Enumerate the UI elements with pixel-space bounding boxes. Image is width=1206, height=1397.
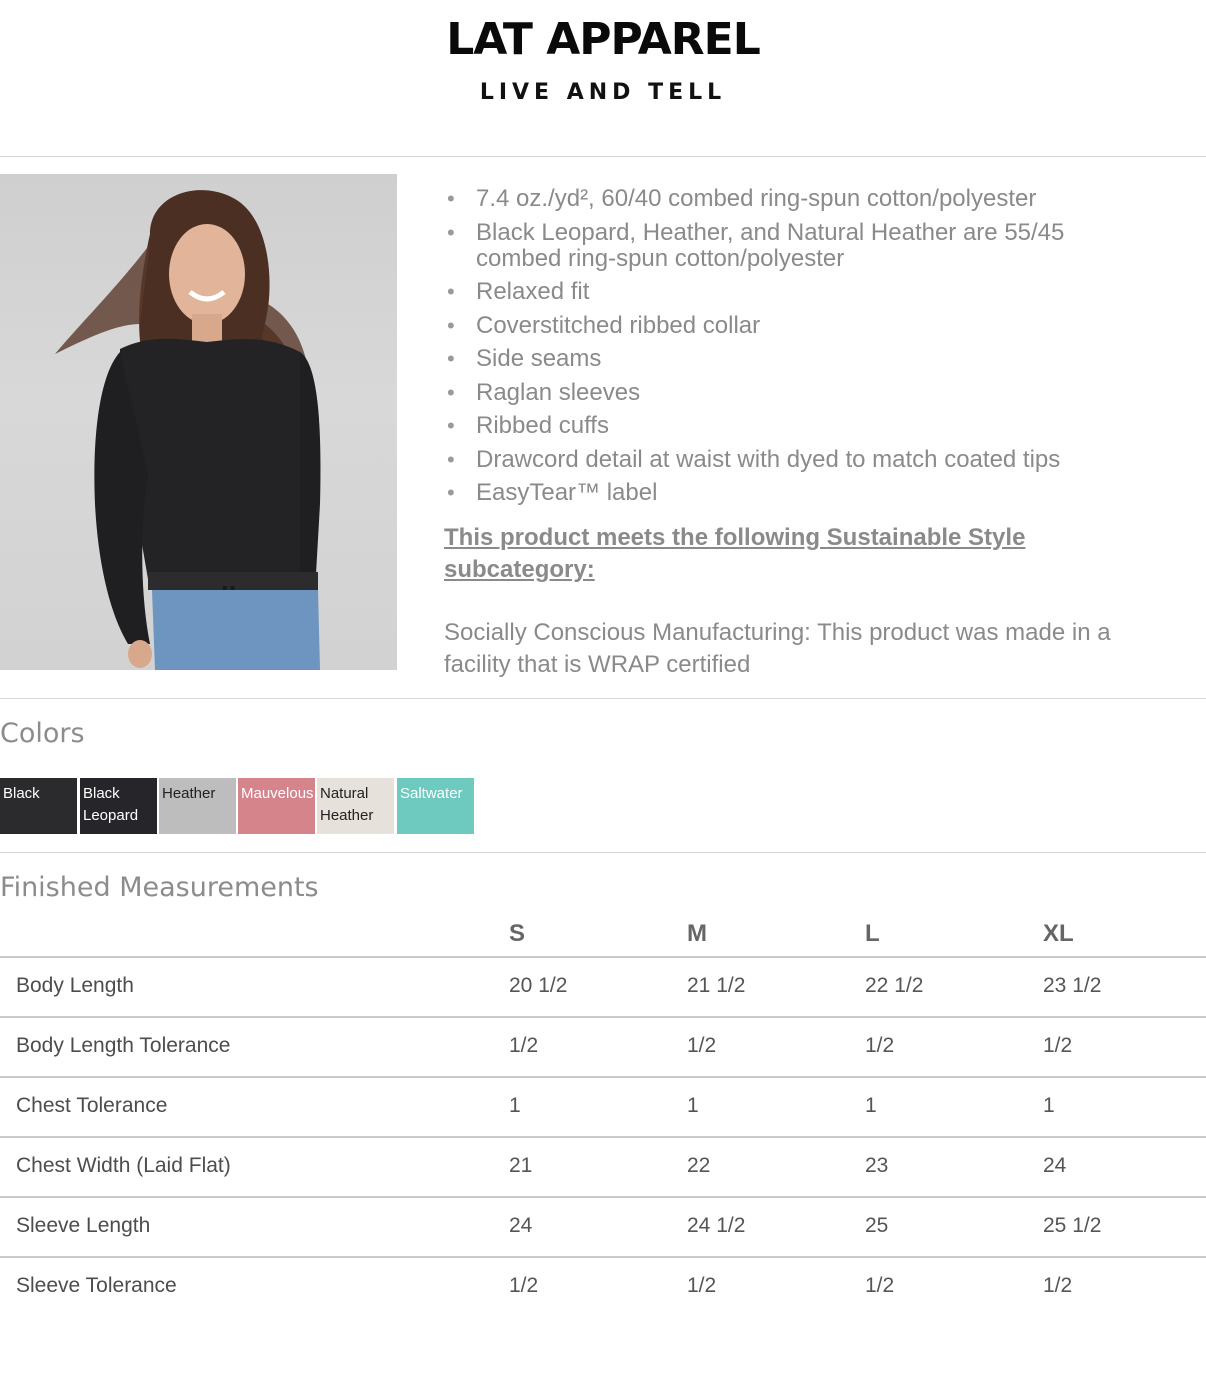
table-cell: 1	[865, 1094, 877, 1117]
feature-item: • Raglan sleeves	[444, 380, 1164, 406]
color-swatch-label: Mauvelous	[241, 785, 314, 802]
table-row	[0, 1018, 1206, 1078]
feature-item: • Coverstitched ribbed collar	[444, 313, 1164, 339]
table-cell: 21 1/2	[687, 974, 746, 997]
table-cell: 25 1/2	[1043, 1214, 1102, 1237]
divider	[0, 852, 1206, 853]
table-cell: 23	[865, 1154, 889, 1177]
color-swatch[interactable]	[238, 778, 315, 834]
table-cell: 22 1/2	[865, 974, 924, 997]
measurements-heading: Finished Measurements	[0, 872, 319, 903]
feature-item: • Ribbed cuffs	[444, 413, 1164, 439]
color-swatch-label: Saltwater	[400, 785, 463, 802]
feature-item: • Side seams	[444, 346, 1164, 372]
color-swatch[interactable]	[159, 778, 236, 834]
table-cell: 1/2	[1043, 1274, 1073, 1297]
sustainable-style-heading: This product meets the following Sustainable Style subcategory:	[444, 524, 1026, 583]
table-cell: 1	[1043, 1094, 1055, 1117]
size-header: L	[865, 920, 880, 947]
size-header: XL	[1043, 920, 1074, 947]
brand-header	[0, 0, 1206, 157]
feature-list	[444, 186, 1164, 514]
colors-heading: Colors	[0, 718, 85, 749]
brand-logo-text: LAT APPAREL	[446, 14, 760, 65]
feature-item: • Black Leopard, Heather, and Natural Heather are 55/45 combed ring-spun cotton/polyester	[444, 220, 1164, 272]
table-row	[0, 1258, 1206, 1316]
table-cell: 23 1/2	[1043, 974, 1102, 997]
divider	[0, 156, 1206, 157]
size-header: S	[509, 920, 526, 947]
table-cell: 20 1/2	[509, 974, 568, 997]
table-cell: 1/2	[509, 1034, 539, 1057]
color-swatch-label: Natural Heather	[320, 785, 374, 824]
row-label: Chest Tolerance	[16, 1094, 168, 1117]
table-row	[0, 958, 1206, 1018]
table-cell: 1/2	[687, 1274, 717, 1297]
table-cell: 1/2	[865, 1034, 895, 1057]
feature-item: • 7.4 oz./yd², 60/40 combed ring-spun cotton/polyester	[444, 186, 1164, 212]
table-cell: 24	[509, 1214, 533, 1237]
table-row	[0, 1198, 1206, 1258]
table-cell: 1/2	[687, 1034, 717, 1057]
color-swatch[interactable]	[317, 778, 394, 834]
table-header-row	[0, 916, 1206, 958]
row-label: Body Length	[16, 974, 134, 997]
table-cell: 25	[865, 1214, 889, 1237]
measurements-table	[0, 916, 1206, 1316]
row-label: Sleeve Tolerance	[16, 1274, 177, 1297]
feature-item: • Relaxed fit	[444, 279, 1164, 305]
color-swatch-label: Heather	[162, 785, 216, 802]
model-photo-icon	[0, 174, 397, 670]
feature-item: • EasyTear™ label	[444, 480, 1164, 506]
color-swatch[interactable]	[397, 778, 474, 834]
table-cell: 1/2	[509, 1274, 539, 1297]
table-cell: 1	[509, 1094, 521, 1117]
product-photo	[0, 174, 397, 670]
table-row	[0, 1138, 1206, 1198]
sustainable-style-description: Socially Conscious Manufacturing: This product was made in a facility that is WRAP certified	[444, 619, 1111, 678]
table-cell: 24 1/2	[687, 1214, 746, 1237]
table-row	[0, 1078, 1206, 1138]
table-cell: 1/2	[1043, 1034, 1073, 1057]
color-swatch[interactable]	[80, 778, 157, 834]
brand-tagline: LIVE AND TELL	[479, 80, 727, 105]
table-cell: 1/2	[865, 1274, 895, 1297]
table-cell: 1	[687, 1094, 699, 1117]
table-cell: 21	[509, 1154, 533, 1177]
color-swatch-label: Black	[3, 785, 40, 802]
row-label: Chest Width (Laid Flat)	[16, 1154, 231, 1177]
divider	[0, 698, 1206, 699]
table-cell: 22	[687, 1154, 711, 1177]
row-label: Body Length Tolerance	[16, 1034, 231, 1057]
color-swatch-label: Black Leopard	[83, 785, 139, 824]
row-label: Sleeve Length	[16, 1214, 151, 1237]
table-cell: 24	[1043, 1154, 1067, 1177]
feature-item: • Drawcord detail at waist with dyed to match coated tips	[444, 447, 1164, 473]
size-header: M	[687, 920, 707, 947]
color-swatch[interactable]	[0, 778, 77, 834]
